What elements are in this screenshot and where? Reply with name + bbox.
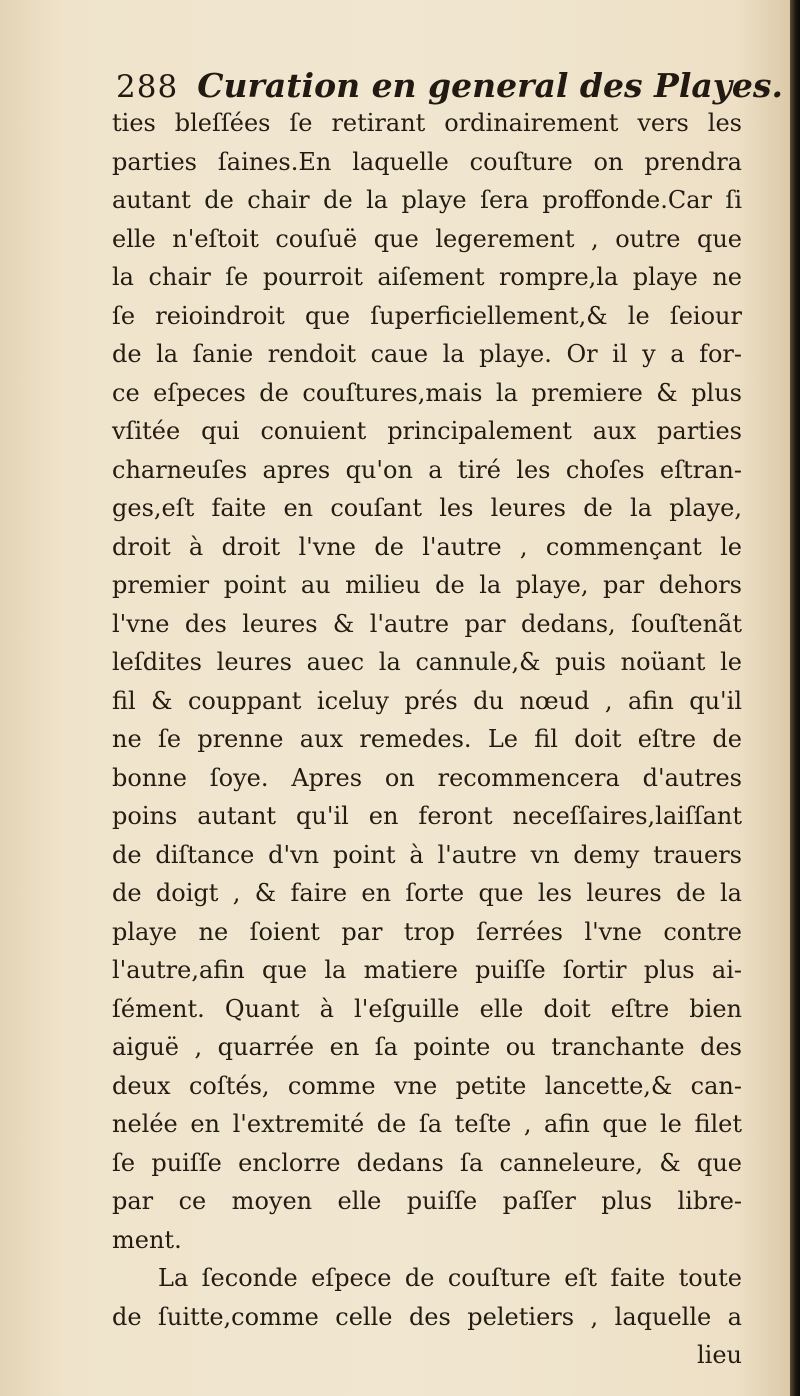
text-line: elle n'eſtoit couſuë que legerement , outre que <box>112 224 742 253</box>
catchword: lieu <box>696 1341 742 1369</box>
text-line: deux coſtés, comme vne petite lancette,& can- <box>112 1071 742 1100</box>
text-line: ties bleſſées ſe retirant ordinairement vers les <box>112 109 742 137</box>
text-line: l'autre,afin que la matiere puiſſe ſortir plus ai- <box>112 956 742 984</box>
text-line: autant de chair de la playe ſera proffonde.Car ſi <box>112 186 742 214</box>
text-line: ne ſe prenne aux remedes. Le fil doit eſtre de <box>112 725 742 753</box>
body-text <box>112 104 742 1375</box>
text-line: parties ſaines.En laquelle couſture on prendra <box>112 147 742 176</box>
text-line: la chair ſe pourroit aiſement rompre,la playe ne <box>112 263 742 291</box>
text-line: leſdites leures auec la cannule,& puis noüant le <box>112 648 742 676</box>
text-line: de la ſanie rendoit caue la playe. Or il y a for- <box>112 340 742 368</box>
text-line: ſément. Quant à l'eſguille elle doit eſtre bien <box>112 994 742 1023</box>
text-line: playe ne ſoient par trop ſerrées l'vne contre <box>112 917 742 946</box>
text-line: charneuſes apres qu'on a tiré les choſes eſtran- <box>112 455 742 484</box>
page-number: 288 <box>116 69 179 105</box>
text-line: fil & couppant iceluy prés du nœud , afin qu'il <box>112 686 742 715</box>
text-line: ſe reioindroit que ſuperficiellement,& le ſeiour <box>112 301 742 330</box>
text-line: nelée en l'extremité de ſa teſte , afin que le filet <box>112 1110 742 1138</box>
text-line: vſitée qui conuient principalement aux parties <box>112 417 742 445</box>
text-line: droit à droit l'vne de l'autre , commençant le <box>112 532 742 561</box>
running-head-title: Curation en general des Playes. <box>197 66 783 105</box>
text-line: de ſuitte,comme celle des peletiers , laquelle a <box>112 1302 742 1331</box>
text-line: l'vne des leures & l'autre par dedans, ſouſtenãt <box>112 609 742 638</box>
page-edge-shadow <box>790 0 800 1396</box>
text-line: premier point au milieu de la playe, par dehors <box>112 571 742 599</box>
text-line: aiguë , quarrée en ſa pointe ou tranchante des <box>112 1033 742 1061</box>
text-line: ce eſpeces de couſtures,mais la premiere & plus <box>112 378 742 407</box>
text-line: ſe puiſſe enclorre dedans ſa canneleure, & que <box>112 1148 742 1177</box>
text-line: ges,eſt faite en couſant les leures de la playe, <box>112 494 742 522</box>
text-line: de diſtance d'vn point à l'autre vn demy trauers <box>112 840 742 869</box>
text-line: ment. <box>112 1225 182 1254</box>
text-line: bonne ſoye. Apres on recommencera d'autres <box>112 763 742 792</box>
text-line-paragraph-start: La ſeconde eſpece de couſture eſt faite toute <box>158 1264 742 1292</box>
text-line: poins autant qu'il en feront neceſſaires,laiſſant <box>112 802 742 830</box>
text-line: par ce moyen elle puiſſe paſſer plus libre- <box>112 1187 742 1215</box>
text-line: de doigt , & faire en ſorte que les leures de la <box>112 879 742 907</box>
